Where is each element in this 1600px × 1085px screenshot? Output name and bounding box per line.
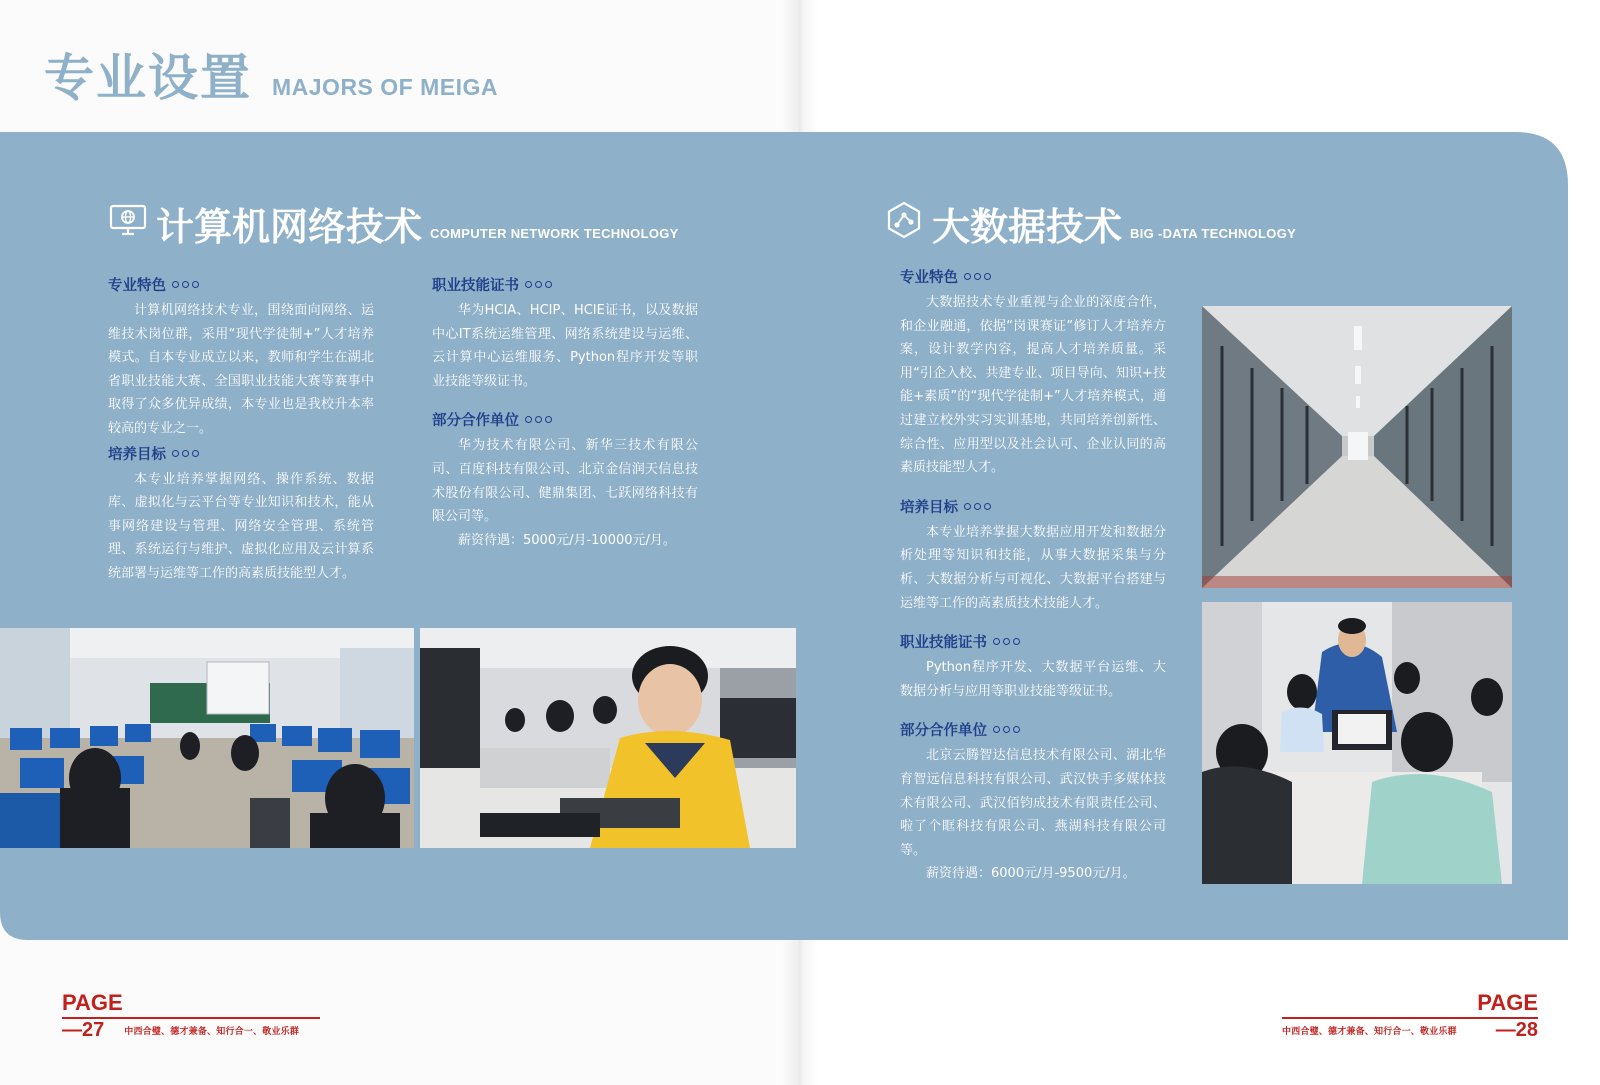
network-title-cn: 计算机网络技术 — [156, 205, 423, 249]
bigdata-partner-heading: 部分合作单位 — [900, 719, 1166, 740]
bigdata-features-text: 大数据技术专业重视与企业的深度合作，和企业融通，依据“岗课赛证”修订人才培养方案，设计教学内容，提高人才培养质量。采用“引企入校、共建专业、项目导向、知识+技能+素质”的“现代学徒制+”人才培养模式，通过建立校外实习实训基地，共同培养创新性、综合性、应用型以及社会认可、企业认同的高素质技能型人才。 — [900, 295, 1166, 476]
dots-icon — [172, 450, 199, 457]
footer-motto-right: 中西合璧、德才兼备、知行合一、敬业乐群 — [1282, 1026, 1457, 1036]
dots-icon — [964, 503, 991, 510]
dots-icon — [525, 281, 552, 288]
bigdata-salary-text: 薪资待遇：6000元/月-9500元/月。 — [926, 866, 1136, 882]
student-at-computer-photo — [420, 628, 796, 848]
bigdata-cert-text: Python程序开发、大数据平台运维、大数据分析与应用等职业技能等级证书。 — [900, 660, 1166, 699]
network-features-text: 计算机网络技术专业，围绕面向网络、运维技术岗位群，采用“现代学徒制+”人才培养模式。自本专业成立以来，教师和学生在湖北省职业技能大赛、全国职业技能大赛等赛事中取得了众多优异成绩，本专业也是我校升本率较高的专业之一。 — [108, 303, 374, 436]
bigdata-cert-heading: 职业技能证书 — [900, 631, 1166, 652]
computer-monitor-icon — [108, 200, 148, 240]
dots-icon — [993, 638, 1020, 645]
footer-page-word-left: PAGE — [62, 990, 123, 1015]
network-column-2 — [432, 274, 698, 552]
footer-page-number-right: —28 — [1495, 1019, 1538, 1041]
corridor-photo — [1202, 306, 1512, 588]
dots-icon — [525, 416, 552, 423]
footer-page-word-right: PAGE — [1477, 990, 1538, 1015]
page-title-cn: 专业设置 — [44, 49, 252, 107]
hexagon-network-icon — [884, 200, 924, 240]
footer-page-number-left: —27 — [62, 1019, 105, 1041]
network-column-1 — [108, 274, 374, 586]
bigdata-goal-heading: 培养目标 — [900, 496, 1166, 517]
bigdata-partner-text: 北京云腾智达信息技术有限公司、湖北华育智远信息科技有限公司、武汉快手多媒体技术有限公司、武汉佰钧成技术有限责任公司、啦了个眶科技有限公司、燕湖科技有限公司等。 — [900, 748, 1166, 858]
network-title-en: COMPUTER NETWORK TECHNOLOGY — [430, 226, 679, 241]
dots-icon — [964, 273, 991, 280]
footer-right — [1282, 990, 1538, 1042]
network-cert-heading: 职业技能证书 — [432, 274, 698, 295]
bigdata-features-heading: 专业特色 — [900, 266, 1166, 287]
bigdata-column — [900, 266, 1166, 886]
computer-lab-photo — [0, 628, 414, 848]
network-partner-text: 华为技术有限公司、新华三技术有限公司、百度科技有限公司、北京金信润天信息技术股份有限公司、健鼎集团、七跃网络科技有限公司等。 — [432, 438, 698, 525]
page-title-en: MAJORS OF MEIGA — [272, 74, 499, 100]
network-features-heading: 专业特色 — [108, 274, 374, 295]
bigdata-title-cn: 大数据技术 — [932, 205, 1123, 249]
dots-icon — [172, 281, 199, 288]
network-section-title — [108, 200, 679, 249]
page-title — [44, 38, 498, 110]
network-goal-heading: 培养目标 — [108, 443, 374, 464]
network-salary-text: 薪资待遇：5000元/月-10000元/月。 — [458, 532, 676, 548]
footer-left — [62, 990, 320, 1042]
bigdata-goal-text: 本专业培养掌握大数据应用开发和数据分析处理等知识和技能，从事大数据采集与分析、大数据分析与可视化、大数据平台搭建与运维等工作的高素质技术技能人才。 — [900, 524, 1166, 611]
network-cert-text: 华为HCIA、HCIP、HCIE证书，以及数据中心IT系统运维管理、网络系统建设与运维、云计算中心运维服务、Python程序开发等职业技能等级证书。 — [432, 303, 698, 389]
footer-motto-left: 中西合璧、德才兼备、知行合一、敬业乐群 — [124, 1026, 300, 1036]
network-goal-text: 本专业培养掌握网络、操作系统、数据库、虚拟化与云平台等专业知识和技术，能从事网络建设与管理、网络安全管理、系统管理、系统运行与维护、虚拟化应用及云计算系统部署与运维等工作的高素质技能型人才。 — [108, 471, 374, 581]
bigdata-title-en: BIG -DATA TECHNOLOGY — [1130, 226, 1297, 241]
network-partner-heading: 部分合作单位 — [432, 409, 698, 430]
bigdata-section-title — [884, 200, 1297, 249]
dots-icon — [993, 726, 1020, 733]
students-discussion-photo — [1202, 602, 1512, 884]
